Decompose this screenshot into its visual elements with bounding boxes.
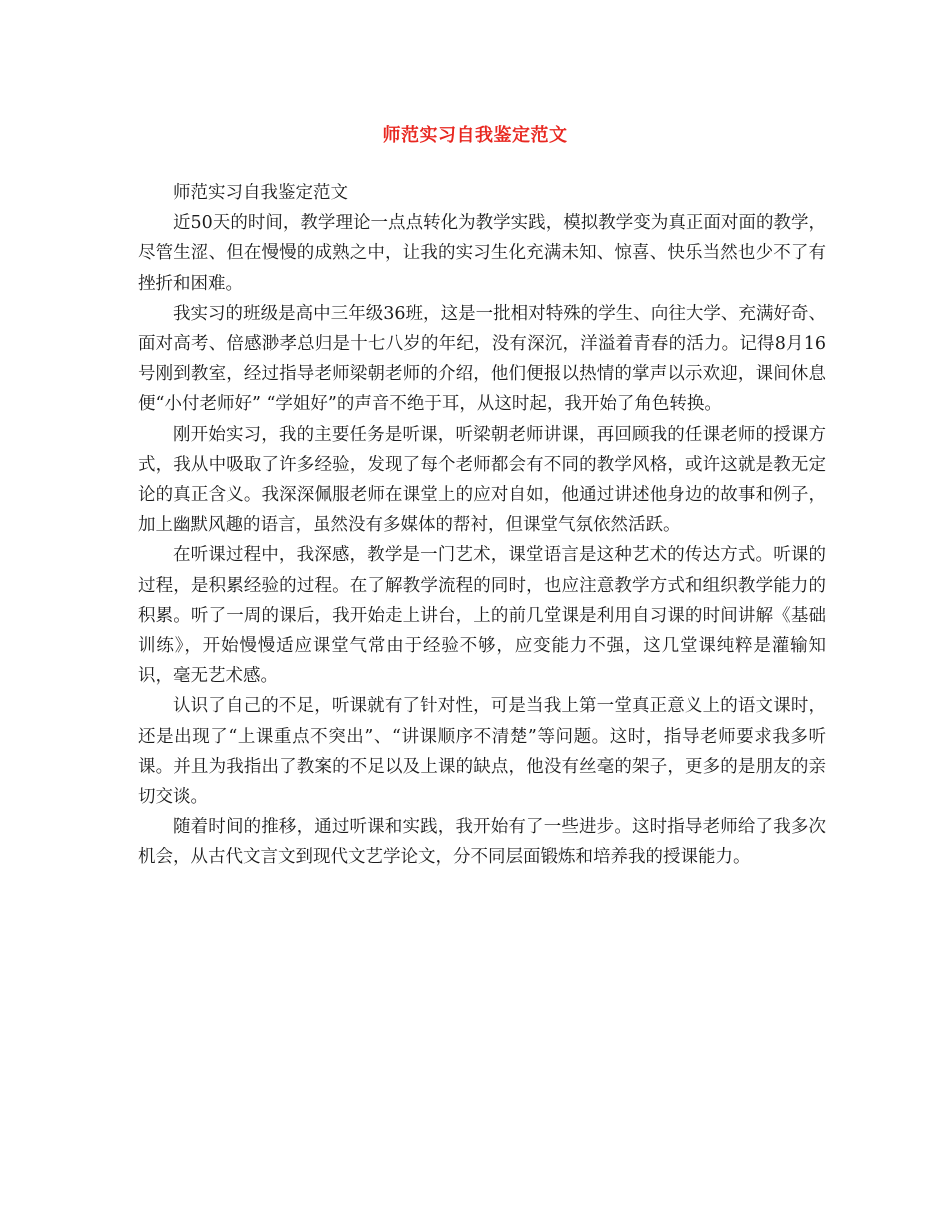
paragraph: 随着时间的推移，通过听课和实践，我开始有了一些进步。这时指导老师给了我多次机会，从古代文言文到现代文艺学论文，分不同层面锻炼和培养我的授课能力。 [138, 817, 826, 868]
paragraph: 认识了自己的不足，听课就有了针对性，可是当我上第一堂真正意义上的语文课时，还是出现了“上课重点不突出”、“讲课顺序不清楚”等问题。这时，指导老师要求我多听课。并且为我指出了教案的不足以及上课的缺点，他没有丝毫的架子，更多的是朋友的亲切交谈。 [138, 696, 826, 808]
paragraph: 近50天的时间，教学理论一点点转化为教学实践，模拟教学变为真正面对面的教学，尽管生涩、但在慢慢的成熟之中，让我的实习生化充满未知、惊喜、快乐当然也少不了有挫折和困难。 [138, 213, 826, 294]
paragraph-subtitle: 师范实习自我鉴定范文 [173, 183, 348, 203]
paragraph: 我实习的班级是高中三年级36班，这是一批相对特殊的学生、向往大学、充满好奇、面对高考、倍感渺孝总归是十七八岁的年纪，没有深沉，洋溢着青春的活力。记得8月16号刚到教室，经过指导老师梁朝老师的介绍，他们便报以热情的掌声以示欢迎，课间休息便“小付老师好” “学姐好”的声音不绝于耳，从这时起，我开始了角色转换。 [138, 303, 826, 415]
paragraph: 在听课过程中，我深感，教学是一门艺术，课堂语言是这种艺术的传达方式。听课的过程，是积累经验的过程。在了解教学流程的同时，也应注意教学方式和组织教学能力的积累。听了一周的课后，我开始走上讲台，上的前几堂课是利用自习课的时间讲解《基础训练》，开始慢慢适应课堂气常由于经验不够，应变能力不强，这几堂课纯粹是灌输知识，毫无艺术感。 [138, 545, 826, 687]
document-body [138, 178, 826, 873]
paragraph: 刚开始实习，我的主要任务是听课，听梁朝老师讲课，再回顾我的任课老师的授课方式，我从中吸取了许多经验，发现了每个老师都会有不同的教学风格，或许这就是教无定论的真正含义。我深深佩服老师在课堂上的应对自如，他通过讲述他身边的故事和例子，加上幽默风趣的语言，虽然没有多媒体的帮衬，但课堂气氛依然活跃。 [138, 424, 826, 536]
document-title: 师范实习自我鉴定范文 [382, 125, 568, 146]
